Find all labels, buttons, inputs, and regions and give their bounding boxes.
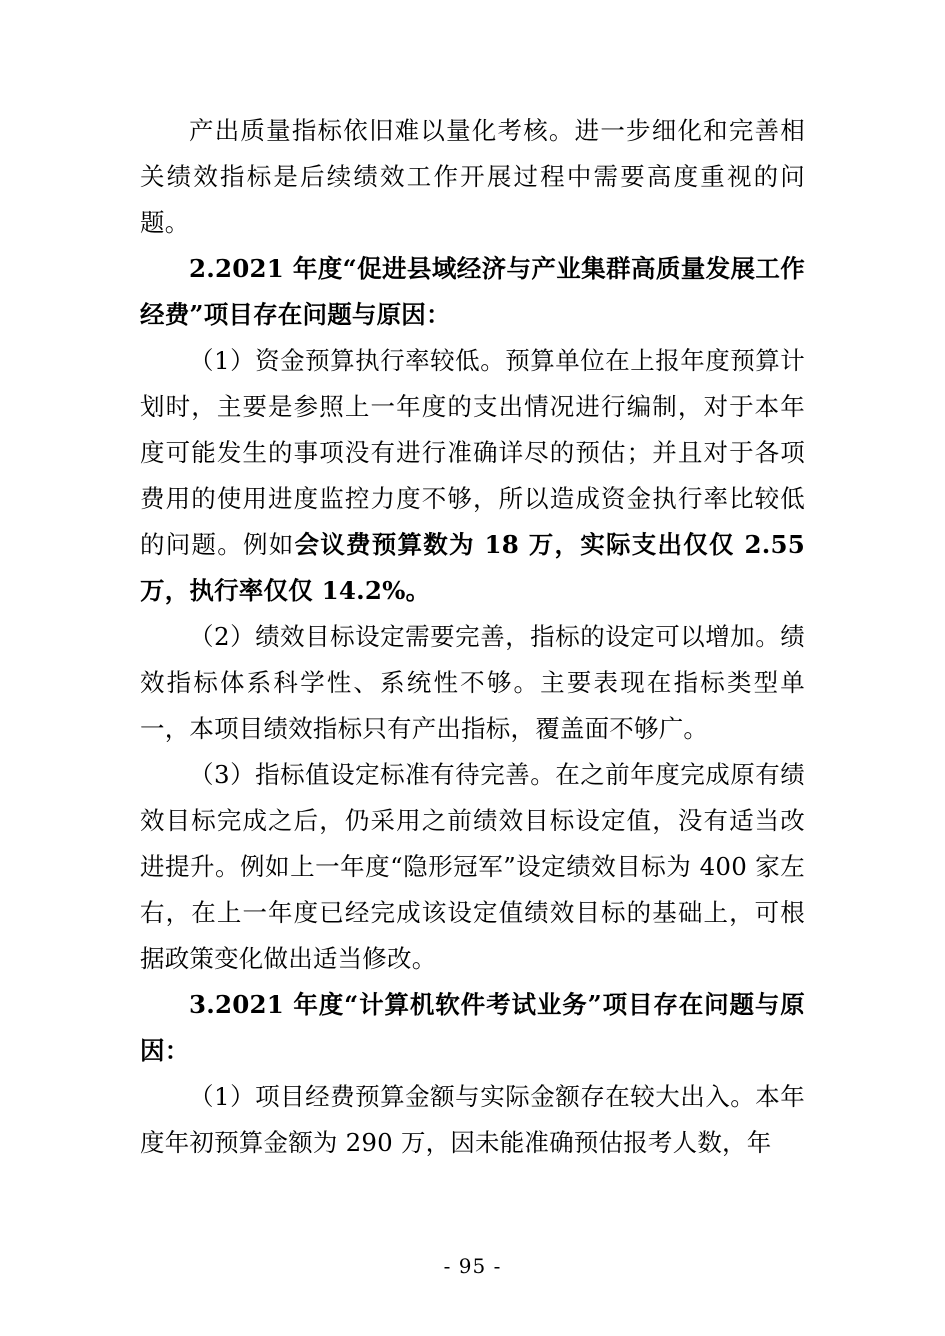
heading-section-2: 2.2021 年度“促进县域经济与产业集群高质量发展工作经费”项目存在问题与原因：	[140, 254, 805, 329]
paragraph-audit-quality-indicators: 产出质量指标依旧难以量化考核。进一步细化和完善相关绩效指标是后续绩效工作开展过程中需要高度重视的问题。	[140, 116, 805, 237]
paragraph-2-2-performance-targets: （2）绩效目标设定需要完善，指标的设定可以增加。绩效指标体系科学性、系统性不够。主要表现在指标类型单一，本项目绩效指标只有产出指标，覆盖面不够广。	[140, 622, 805, 743]
paragraph-2-1-emphasis: 会议费预算数为 18 万，实际支出仅仅 2.55 万，执行率仅仅 14.2%。	[140, 530, 806, 605]
paragraph-2-1-text: （1）资金预算执行率较低。预算单位在上报年度预算计划时，主要是参照上一年度的支出情况进行编制，对于本年度可能发生的事项没有进行准确详尽的预估；并且对于各项费用的使用进度监控力度不够，所以造成资金执行率比较低的问题。例如	[140, 346, 805, 559]
paragraph-3-1-budget-variance: （1）项目经费预算金额与实际金额存在较大出入。本年度年初预算金额为 290 万，因未能准确预估报考人数，年	[140, 1082, 805, 1157]
paragraph-2-3-indicator-standards: （3）指标值设定标准有待完善。在之前年度完成原有绩效目标完成之后，仍采用之前绩效目标设定值，没有适当改进提升。例如上一年度“隐形冠军”设定绩效目标为 400 家左右，在上一年度已经完成该设定值绩效目标的基础上，可根据政策变化做出适当修改。	[140, 760, 805, 973]
document-body	[140, 108, 805, 1166]
page-number: - 95 -	[443, 1254, 502, 1278]
heading-section-3: 3.2021 年度“计算机软件考试业务”项目存在问题与原因：	[140, 990, 805, 1065]
paragraph-2-1-budget-execution	[140, 338, 805, 614]
